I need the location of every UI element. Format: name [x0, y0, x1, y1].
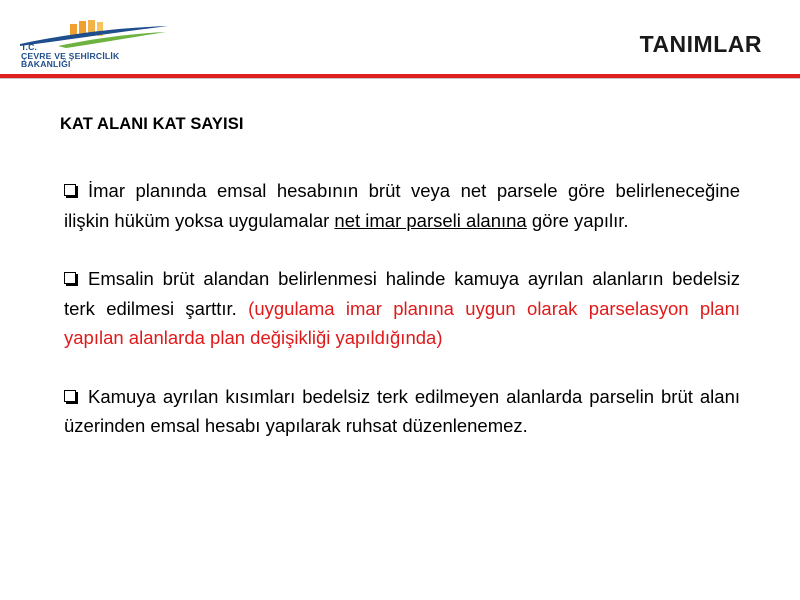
logo-line: T.C. — [21, 42, 38, 52]
page-title: TANIMLAR — [639, 31, 762, 57]
paragraph-1-text: İmar planında emsal hesabının brüt veya net parsele göre belirleneceğine ilişkin hüküm yoksa uygulamalar — [64, 180, 740, 231]
paragraph-2-red-note: (uygulama imar planına uygun olarak parselasyon planı yapılan alanlarda plan değişikliği yapıldığında) — [64, 297, 741, 348]
logo-line: ÇEVRE VE ŞEHİRCİLİK — [21, 50, 120, 61]
paragraph-1 — [64, 176, 740, 235]
logo-wordmark — [21, 43, 119, 69]
logo-line: BAKANLIĞI — [21, 59, 71, 70]
section-heading: KAT ALANI KAT SAYISI — [60, 115, 244, 133]
paragraph-1-text-end: göre yapılır. — [526, 209, 629, 231]
header-divider-shadow — [0, 78, 800, 79]
checkbox-bullet-icon — [64, 272, 76, 284]
paragraph-3 — [64, 382, 740, 441]
paragraph-1-underlined: net imar parseli alanına — [334, 209, 527, 231]
paragraph-2 — [64, 264, 740, 353]
paragraph-2-text: Emsalin brüt alandan belirlenmesi halinde kamuya ayrılan alanların bedelsiz terk edilmesi şarttır. — [64, 268, 740, 319]
checkbox-bullet-icon — [64, 390, 76, 402]
content-body — [64, 176, 740, 470]
ministry-logo — [18, 18, 178, 74]
paragraph-3-text: Kamuya ayrılan kısımları bedelsiz terk edilmeyen alanlarda parselin brüt alanı üzerinden emsal hesabı yapılarak ruhsat düzenlenemez. — [64, 385, 740, 436]
checkbox-bullet-icon — [64, 184, 76, 196]
